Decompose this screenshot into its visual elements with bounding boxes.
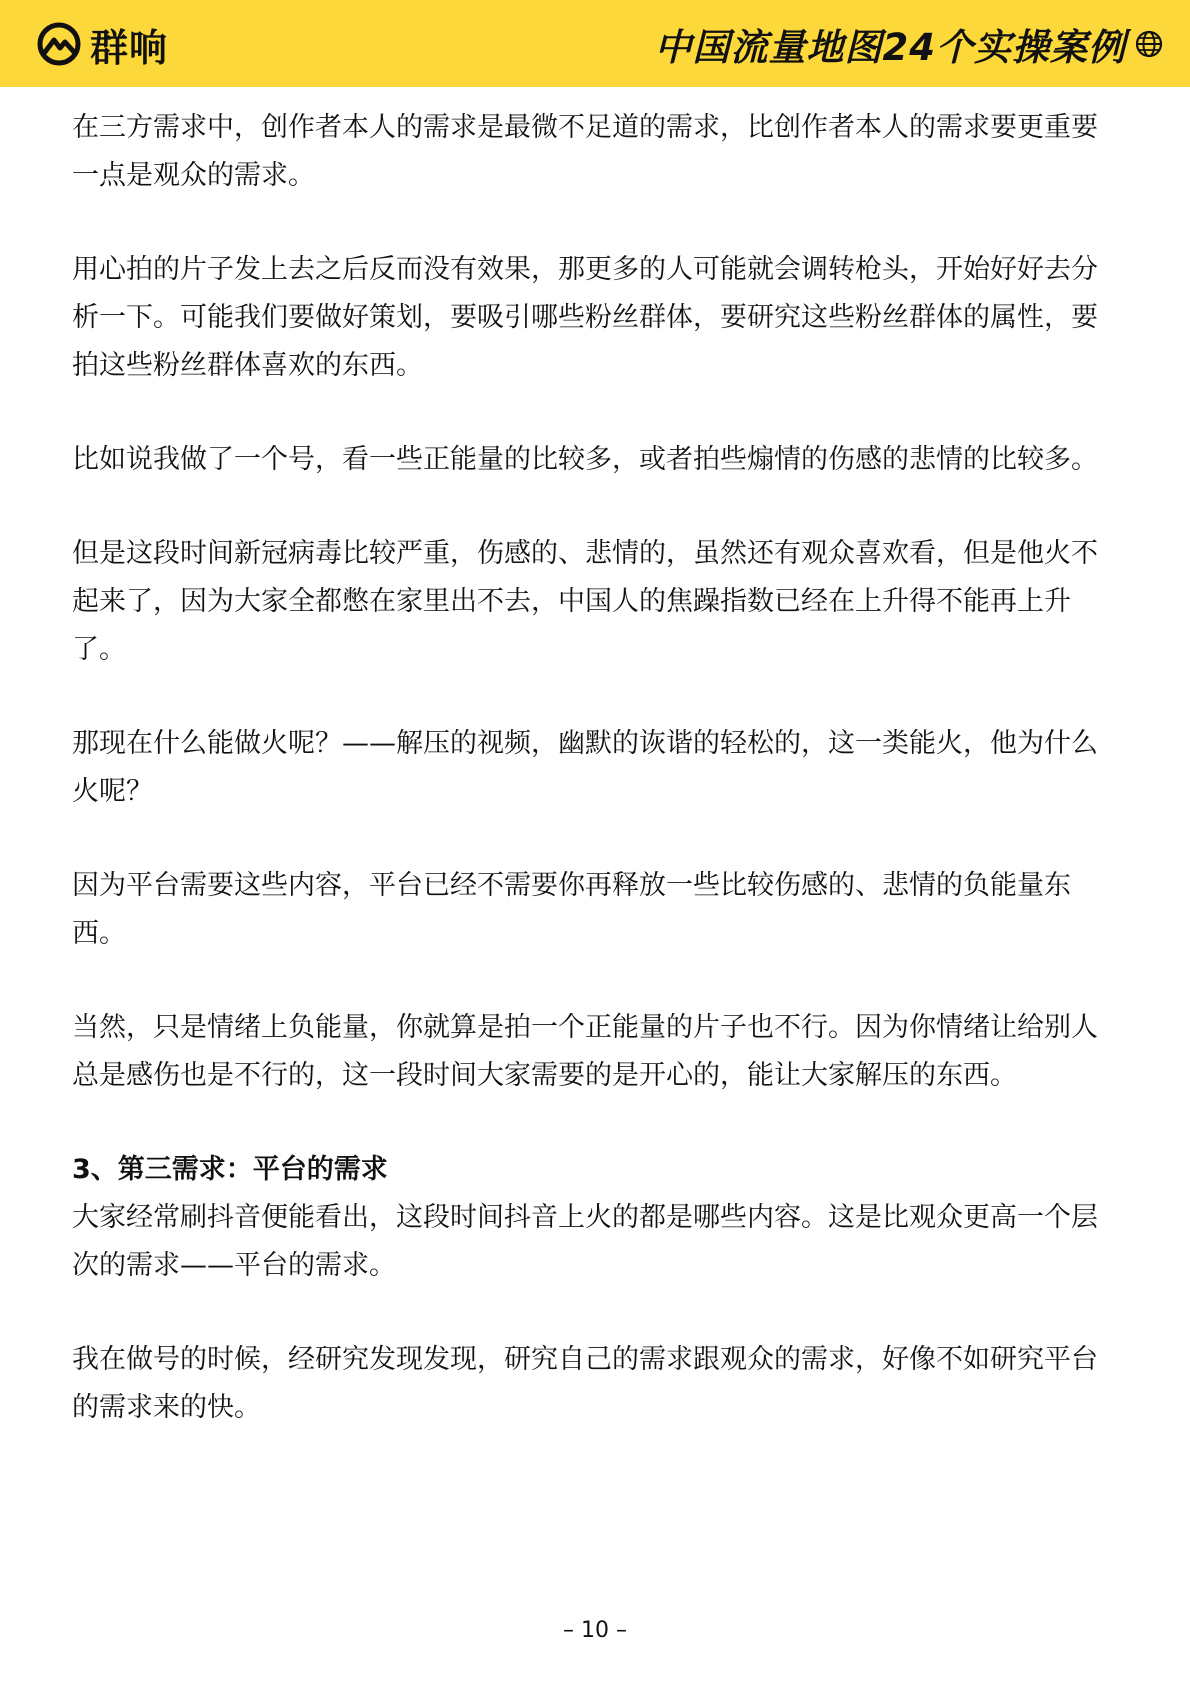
- brand: [36, 18, 168, 70]
- page-number: – 10 –: [563, 1618, 627, 1643]
- paragraph: 在三方需求中，创作者本人的需求是最微不足道的需求，比创作者本人的需求要更重要一点是观众的需求。: [72, 112, 1098, 191]
- paragraph: 那现在什么能做火呢？——解压的视频，幽默的诙谐的轻松的，这一类能火，他为什么火呢？: [72, 728, 1098, 807]
- brand-name: 群响: [90, 25, 169, 70]
- paragraph: 因为平台需要这些内容，平台已经不需要你再释放一些比较伤感的、悲情的负能量东西。: [72, 870, 1071, 949]
- paragraph: 但是这段时间新冠病毒比较严重，伤感的、悲情的，虽然还有观众喜欢看，但是他火不起来了，因为大家全都憋在家里出不去，中国人的焦躁指数已经在上升得不能再上升了。: [72, 538, 1098, 665]
- header-bar: [0, 0, 1190, 87]
- article-body: [72, 104, 1120, 1478]
- paragraph: 用心拍的片子发上去之后反而没有效果，那更多的人可能就会调转枪头，开始好好去分析一下。可能我们要做好策划，要吸引哪些粉丝群体，要研究这些粉丝群体的属性，要拍这些粉丝群体喜欢的东西。: [72, 254, 1098, 381]
- header-title-group: [655, 20, 1165, 68]
- section-heading: 3、第三需求：平台的需求: [72, 1154, 388, 1185]
- mountain-circle-icon: [36, 21, 82, 67]
- paragraph: 比如说我做了一个号，看一些正能量的比较多，或者拍些煽情的伤感的悲情的比较多。: [72, 444, 1098, 475]
- paragraph: 大家经常刷抖音便能看出，这段时间抖音上火的都是哪些内容。这是比观众更高一个层次的需求——平台的需求。: [72, 1202, 1098, 1281]
- globe-icon: [1134, 29, 1164, 59]
- document-title: 中国流量地图24个实操案例: [654, 26, 1126, 69]
- paragraph: 我在做号的时候，经研究发现发现，研究自己的需求跟观众的需求，好像不如研究平台的需求来的快。: [72, 1344, 1098, 1423]
- paragraph: 当然，只是情绪上负能量，你就算是拍一个正能量的片子也不行。因为你情绪让给别人总是感伤也是不行的，这一段时间大家需要的是开心的，能让大家解压的东西。: [72, 1012, 1098, 1091]
